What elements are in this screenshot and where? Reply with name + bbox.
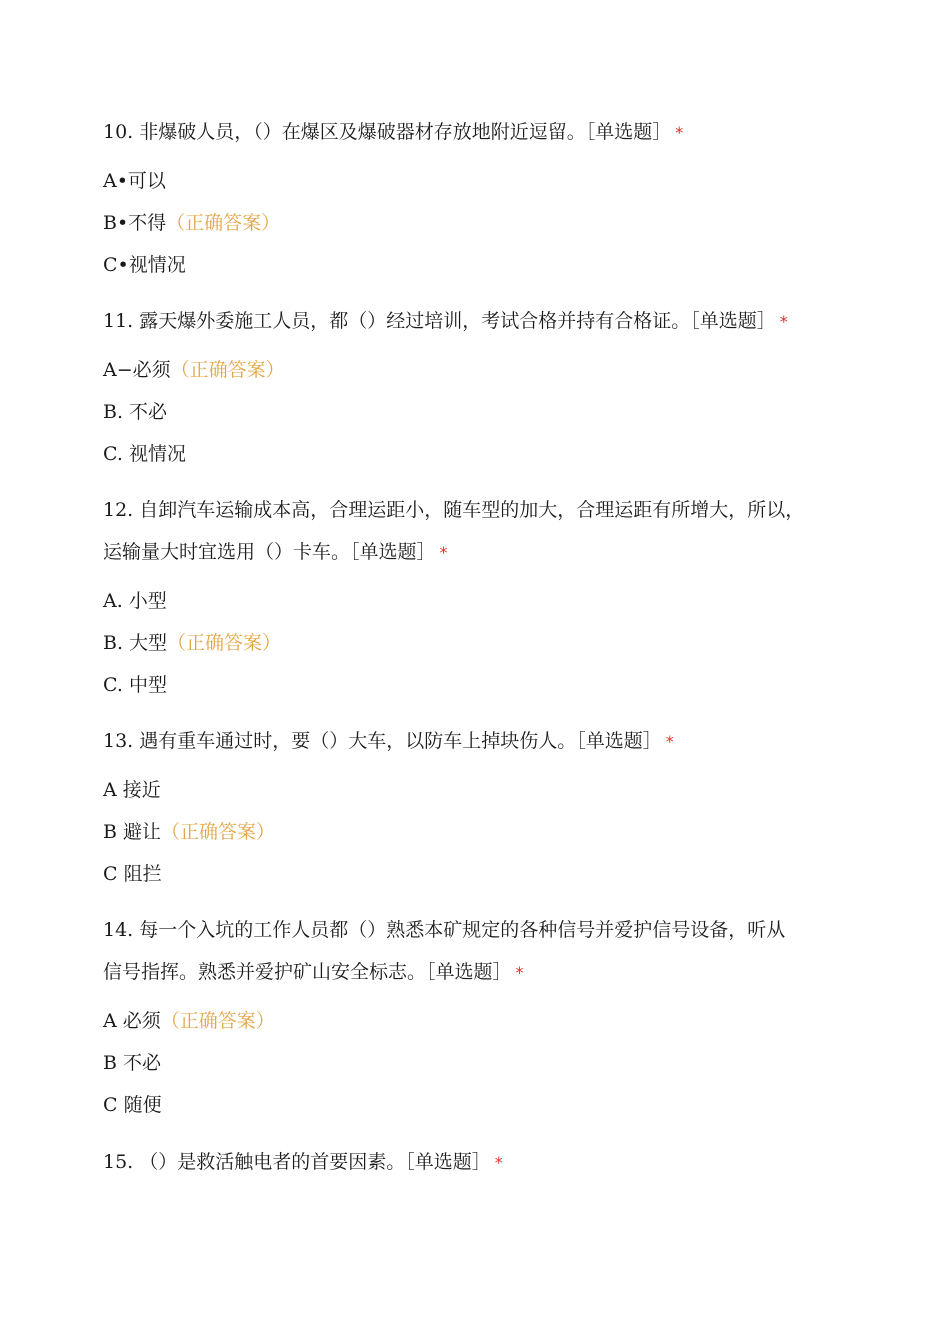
correct-answer-note: （正确答案） — [167, 632, 282, 654]
option-a[interactable] — [103, 349, 863, 391]
option-label: B. 大型 — [103, 632, 168, 654]
question-title — [103, 300, 863, 343]
question-number: 14. — [103, 919, 134, 941]
option-label: C•视情况 — [103, 254, 186, 276]
required-star: * — [494, 1153, 503, 1172]
correct-answer-note: （正确答案） — [161, 821, 276, 843]
question-text: 运输量大时宜选用（）卡车。［单选题］ — [103, 541, 436, 563]
correct-answer-note: （正确答案） — [170, 359, 285, 381]
option-label: B 避让 — [103, 821, 162, 843]
question-text: 自卸汽车运输成本高，合理运距小，随车型的加大，合理运距有所增大，所以， — [139, 499, 805, 521]
question-14 — [103, 909, 863, 1126]
correct-answer-note: （正确答案） — [166, 212, 281, 234]
question-number: 12. — [103, 499, 134, 521]
option-a[interactable] — [103, 769, 863, 811]
required-star: * — [665, 732, 674, 751]
question-10 — [103, 111, 863, 286]
question-text: 遇有重车通过时，要（）大车，以防车上掉块伤人。［单选题］ — [139, 730, 662, 752]
question-15 — [103, 1141, 863, 1184]
question-number: 15. — [103, 1151, 134, 1173]
option-b[interactable] — [103, 622, 863, 664]
option-c[interactable] — [103, 244, 863, 286]
option-label: B•不得 — [103, 212, 167, 234]
question-title — [103, 111, 863, 154]
option-label: A. 小型 — [103, 590, 167, 612]
question-title — [103, 720, 863, 763]
question-number: 10. — [103, 121, 134, 143]
question-number: 11. — [103, 310, 134, 332]
question-text: 每一个入坑的工作人员都（）熟悉本矿规定的各种信号并爱护信号设备，听从 — [139, 919, 786, 941]
option-label: A•可以 — [103, 170, 166, 192]
option-label: B 不必 — [103, 1052, 162, 1074]
option-a[interactable] — [103, 1000, 863, 1042]
option-label: A−必须 — [103, 359, 171, 381]
question-title — [103, 1141, 863, 1184]
question-title-line-2 — [103, 951, 863, 994]
question-12 — [103, 489, 863, 706]
option-c[interactable] — [103, 853, 863, 895]
option-label: C 阻拦 — [103, 863, 162, 885]
correct-answer-note: （正确答案） — [160, 1010, 275, 1032]
option-c[interactable] — [103, 1084, 863, 1126]
question-11 — [103, 300, 863, 475]
option-label: C. 中型 — [103, 674, 167, 696]
option-label: A 接近 — [103, 779, 161, 801]
option-a[interactable] — [103, 160, 863, 202]
question-text: 非爆破人员，（）在爆区及爆破器材存放地附近逗留。［单选题］ — [139, 121, 672, 143]
option-label: C 随便 — [103, 1094, 162, 1116]
question-number: 13. — [103, 730, 134, 752]
option-b[interactable] — [103, 391, 863, 433]
question-title-line-1 — [103, 909, 863, 951]
option-b[interactable] — [103, 811, 863, 853]
option-label: B. 不必 — [103, 401, 168, 423]
option-c[interactable] — [103, 433, 863, 475]
option-b[interactable] — [103, 202, 863, 244]
required-star: * — [515, 963, 524, 982]
question-text: （）是救活触电者的首要因素。［单选题］ — [139, 1151, 491, 1173]
option-b[interactable] — [103, 1042, 863, 1084]
question-text: 露天爆外委施工人员，都（）经过培训，考试合格并持有合格证。［单选题］ — [139, 310, 776, 332]
question-13 — [103, 720, 863, 895]
option-a[interactable] — [103, 580, 863, 622]
required-star: * — [779, 312, 788, 331]
required-star: * — [439, 543, 448, 562]
option-label: C. 视情况 — [103, 443, 186, 465]
option-c[interactable] — [103, 664, 863, 706]
question-title-line-2 — [103, 531, 863, 574]
question-title-line-1 — [103, 489, 863, 531]
required-star: * — [675, 123, 684, 142]
question-text: 信号指挥。熟悉并爱护矿山安全标志。［单选题］ — [103, 961, 512, 983]
option-label: A 必须 — [103, 1010, 161, 1032]
